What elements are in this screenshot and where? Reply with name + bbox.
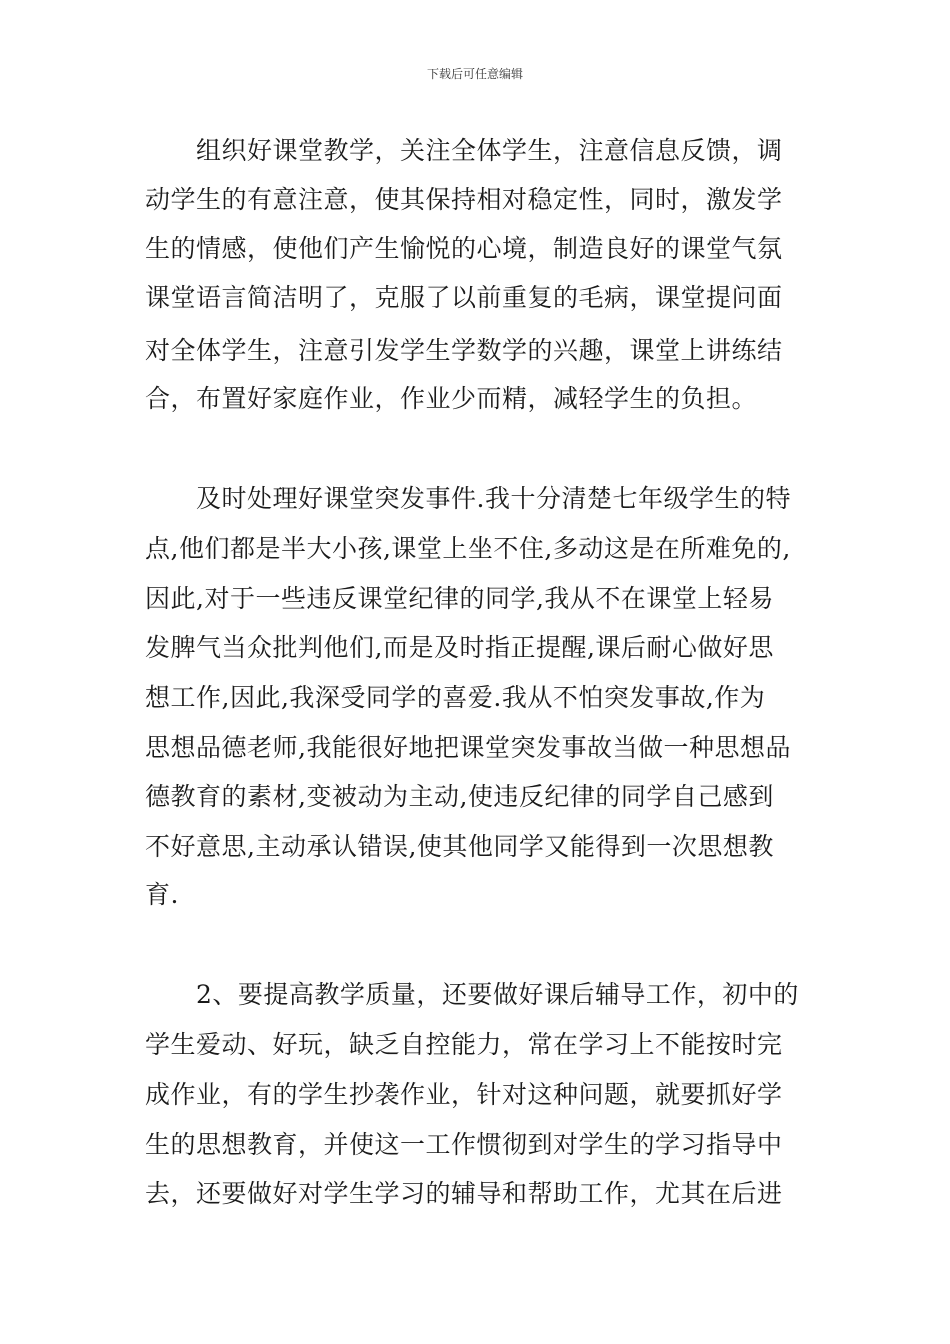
paragraph-line: 对全体学生，注意引发学生学数学的兴趣，课堂上讲练结 <box>145 336 783 365</box>
paragraph-line: 思想品德老师,我能很好地把课堂突发事故当做一种思想品 <box>145 733 791 762</box>
paragraph-line: 合，布置好家庭作业，作业少而精，减轻学生的负担。 <box>145 384 758 413</box>
paragraph-line: 去，还要做好对学生学习的辅导和帮助工作，尤其在后进 <box>145 1179 783 1208</box>
paragraph-line: 生的思想教育，并使这一工作惯彻到对学生的学习指导中 <box>145 1130 783 1159</box>
page-header: 下载后可任意编辑 <box>426 67 523 81</box>
paragraph-line: 发脾气当众批判他们,而是及时指正提醒,课后耐心做好思 <box>145 633 774 662</box>
paragraph-line: 不好意思,主动承认错误,使其他同学又能得到一次思想教 <box>145 832 774 861</box>
paragraph-line: 想工作,因此,我深受同学的喜爱.我从不怕突发事故,作为 <box>145 683 766 712</box>
paragraph-line: 课堂语言简洁明了，克服了以前重复的毛病，课堂提问面 <box>145 283 783 312</box>
paragraph-line: 因此,对于一些违反课堂纪律的同学,我从不在课堂上轻易 <box>145 584 774 613</box>
paragraph-line: 动学生的有意注意，使其保持相对稳定性，同时，激发学 <box>145 185 783 214</box>
paragraph-line: 及时处理好课堂突发事件.我十分清楚七年级学生的特 <box>196 484 791 513</box>
paragraph-line: 德教育的素材,变被动为主动,使违反纪律的同学自己感到 <box>145 782 774 811</box>
paragraph-line: 2、要提高教学质量，还要做好课后辅导工作，初中的 <box>196 980 799 1009</box>
paragraph-line: 组织好课堂教学，关注全体学生，注意信息反馈，调 <box>196 136 783 165</box>
paragraph-line: 生的情感，使他们产生愉悦的心境，制造良好的课堂气氛 <box>145 234 783 263</box>
paragraph-line: 成作业，有的学生抄袭作业，针对这种问题，就要抓好学 <box>145 1080 783 1109</box>
paragraph-line: 点,他们都是半大小孩,课堂上坐不住,多动这是在所难免的, <box>145 534 791 563</box>
paragraph-line: 育. <box>145 880 179 909</box>
paragraph-line: 学生爱动、好玩，缺乏自控能力，常在学习上不能按时完 <box>145 1030 783 1059</box>
